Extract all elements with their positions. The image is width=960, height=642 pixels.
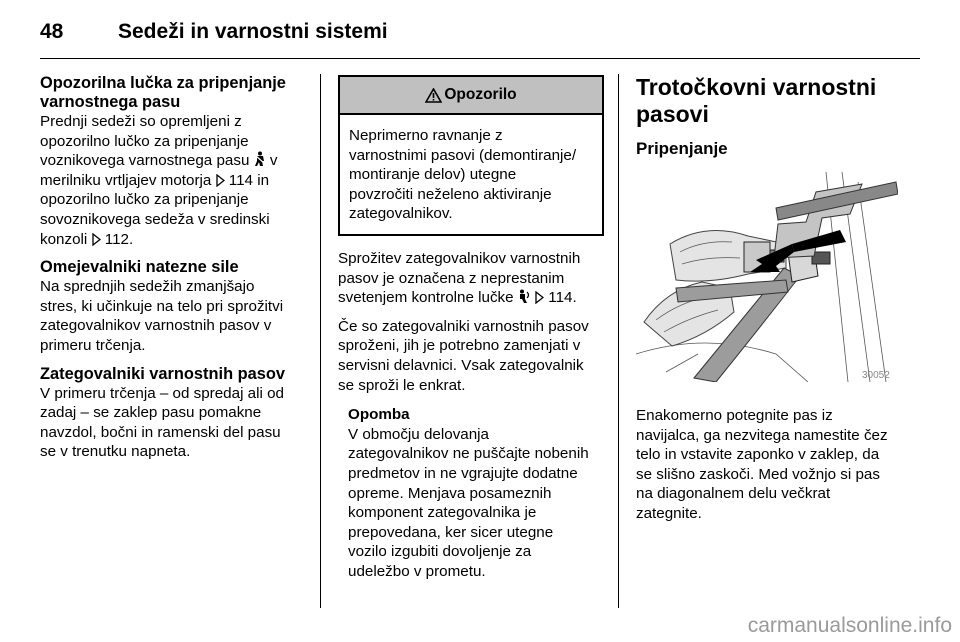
note-heading: Opomba <box>348 406 410 424</box>
text-line: vozilo izgubiti dovoljenje za <box>348 543 532 561</box>
fastening-belt-illustration <box>636 172 898 382</box>
text-line: navzdol, bočni in ramenski del pasu <box>40 423 281 441</box>
text-line: sovoznikovega sedeža v sredinski <box>40 210 270 228</box>
warning-header <box>340 77 602 115</box>
text-line: Na sprednjih sedežih zmanjšajo <box>40 278 255 296</box>
watermark: carmanualsonline.info <box>747 614 952 637</box>
text-segment: v <box>269 152 278 170</box>
text-line: V primeru trčenja – od spredaj ali od <box>40 384 284 402</box>
text-line <box>338 288 606 308</box>
section-heading-load-limiters: Omejevalniki natezne sile <box>40 258 239 277</box>
text-line: komponent zategovalnika je <box>348 504 537 522</box>
text-line <box>40 230 308 250</box>
paragraph-tensioner-activation <box>338 249 606 308</box>
text-line: servisni delavnici. Vsak zategovalnik <box>338 356 584 374</box>
text-segment: 114 in <box>228 171 270 189</box>
heading-line: pasovi <box>636 101 709 127</box>
text-line: primeru trčenja. <box>40 336 146 354</box>
page-header <box>40 14 388 50</box>
text-segment: konzoli <box>40 230 88 248</box>
text-segment: svetenjem kontrolne lučke <box>338 289 514 307</box>
column-right <box>636 74 908 524</box>
text-line: zategnite. <box>636 504 702 522</box>
section-heading-seatbelt-reminder: Opozorilna lučka za pripenjanje varnostnega pasu <box>40 74 286 111</box>
page-reference-arrow-icon <box>92 233 101 246</box>
text-line: se slišno zaskoči. Med vožnjo si pas <box>636 465 880 483</box>
text-line: Sprožitev zategovalnikov varnostnih <box>338 249 581 267</box>
section-heading-three-point-belts <box>636 74 908 128</box>
text-line: opreme. Menjava posameznih <box>348 484 552 502</box>
text-line: na diagonalnem delu večkrat <box>636 485 831 503</box>
figure-number: 30052 <box>862 370 890 381</box>
column-divider-left <box>320 74 321 608</box>
warning-title: Opozorilo <box>444 86 517 104</box>
text-line: Prednji sedeži so opremljeni z <box>40 113 242 130</box>
column-divider-right <box>618 74 619 608</box>
text-line: se v trenutku napneta. <box>40 443 191 461</box>
text-line: zadaj – se zaklep pasu pomakne <box>40 404 262 422</box>
text-segment: voznikovega varnostnega pasu <box>40 152 250 170</box>
text-line: zategovalnikov varnostnih pasov v <box>40 317 272 335</box>
text-line: opozorilno lučko za pripenjanje <box>40 132 249 150</box>
text-segment: 112. <box>104 230 134 248</box>
text-line: V območju delovanja <box>348 425 489 443</box>
text-line: se sproži le enkrat. <box>338 376 466 394</box>
text-line: telo in vstavite zaponko v zaklep, da <box>636 446 880 464</box>
text-segment: merilniku vrtljajev motorja <box>40 171 212 189</box>
text-line: opozorilno lučko za pripenjanje <box>40 191 249 209</box>
paragraph-belt-tensioners <box>40 384 308 462</box>
warning-box <box>338 75 604 236</box>
text-line: Če so zategovalniki varnostnih pasov <box>338 317 589 335</box>
heading-line: Trotočkovni varnostni <box>636 74 877 100</box>
section-heading-belt-tensioners: Zategovalniki varnostnih pasov <box>40 364 286 383</box>
page-number: 48 <box>40 20 64 43</box>
seatbelt-reminder-icon <box>254 151 266 167</box>
warning-triangle-icon <box>425 88 442 103</box>
text-line: montiranje delov) utegne <box>349 166 517 184</box>
paragraph-fastening <box>636 406 908 524</box>
text-line: stres, ki učinkuje na telo pri sprožitvi <box>40 297 284 315</box>
text-line <box>40 151 308 171</box>
column-left <box>40 74 308 462</box>
text-line: povzročiti neželeno aktiviranje <box>349 185 552 203</box>
text-line: Neprimerno ravnanje z <box>349 127 503 144</box>
column-middle <box>338 74 606 581</box>
paragraph-load-limiters <box>40 277 308 355</box>
text-line: zategovalnikov ne puščajte nobenih <box>348 445 589 463</box>
text-line: varnostnimi pasovi (demontiranje/ <box>349 146 577 164</box>
text-line: zategovalnikov. <box>349 205 453 223</box>
page-title: Sedeži in varnostni sistemi <box>118 20 388 43</box>
text-line: prepovedana, ker sicer utegne <box>348 523 554 541</box>
text-line: Enakomerno potegnite pas iz <box>636 407 833 424</box>
text-line: predmetov in ne vgrajujte dodatne <box>348 464 578 482</box>
header-rule <box>40 58 920 59</box>
warning-body <box>340 115 602 234</box>
belt-tensioner-icon <box>518 289 531 304</box>
text-line: udeležbo v prometu. <box>348 562 486 580</box>
text-line: sproženi, jih je potrebno zamenjati v <box>338 337 581 355</box>
page-reference-arrow-icon <box>216 174 225 187</box>
subheading-fastening: Pripenjanje <box>636 139 728 158</box>
text-line: navijalca, ga nezvitega namestite čez <box>636 426 888 444</box>
note-block <box>338 405 606 581</box>
paragraph-seatbelt-reminder <box>40 112 308 249</box>
text-line <box>40 171 308 191</box>
page-reference-arrow-icon <box>535 291 544 304</box>
text-line: pasov je označena z neprestanim <box>338 269 565 287</box>
text-segment: 114. <box>548 289 577 307</box>
paragraph-tensioner-replacement <box>338 317 606 395</box>
